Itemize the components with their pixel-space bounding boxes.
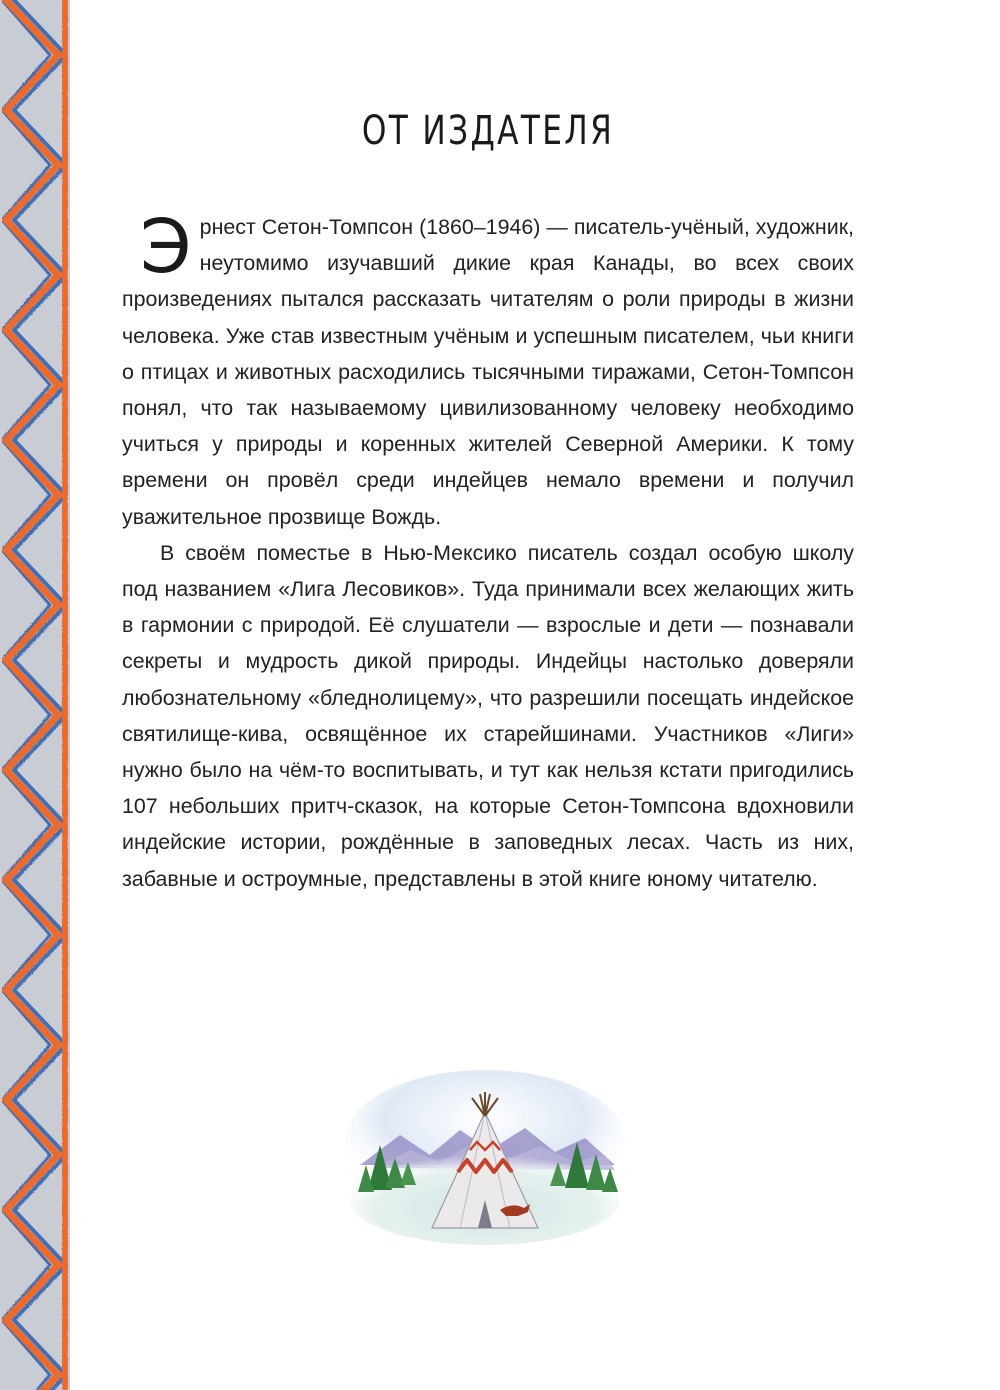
tribal-zigzag-border (0, 0, 78, 1390)
paragraph-1-text: рнест Сетон-Томпсон (1860–1946) — писатель-учёный, художник, неутомимо изучавший дикие края Канады, во всех своих произведениях пытался рассказать читателям о роли природы в жизни человека. Уже став известным учёным и успешным писателем, чьи книги о птицах и животных расходились тысячными тиражами, Сетон-Томпсон понял, что так называемому цивилизованному человеку необходимо учиться у природы и коренных жителей Северной Америки. К тому времени он провёл среди индейцев немало времени и получил уважительное прозвище Вождь. (122, 215, 854, 529)
drop-cap: Э (140, 204, 192, 290)
page-title: ОТ ИЗДАТЕЛЯ (361, 108, 615, 154)
paragraph-2: В своём поместье в Нью-Мексико писатель создал особую школу под названием «Лига Лесовиков». Туда принимали всех желающих жить в гармонии с природой. Её слушатели — взрослые и дети — познавали секреты и мудрость дикой природы. Индейцы настолько доверяли любознательному «бледнолицему», что разрешили посещать индейское святилище-кива, освящённое их старейшинами. Участников «Лиги» нужно было на чём-то воспитывать, и тут как нельзя кстати пригодились 107 небольших притч-сказок, на которые Сетон-Томпсона вдохновили индейские истории, рождённые в заповедных лесах. Часть из них, забавные и остроумные, представлены в этой книге юному читателю. (122, 540, 854, 891)
body-text (122, 204, 854, 897)
tipi-landscape-illustration (340, 1050, 630, 1255)
border-edge-line (62, 0, 68, 1390)
paragraph-1 (122, 204, 854, 535)
